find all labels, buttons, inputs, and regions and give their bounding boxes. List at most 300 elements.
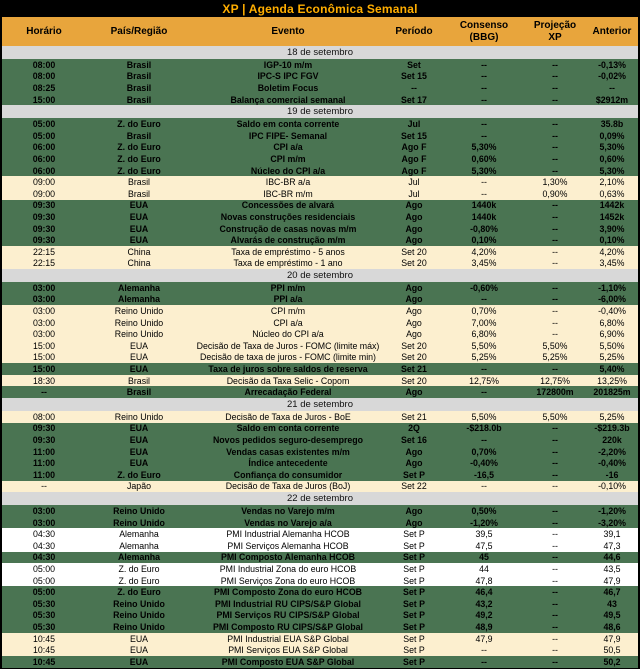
xp-projection-cell: -- [524,575,586,587]
date-label: 20 de setembro [2,269,638,282]
time-cell: 09:30 [2,211,86,223]
time-cell: 11:00 [2,457,86,469]
event-cell: PPI a/a [192,294,384,306]
region-cell: Reino Unido [86,610,192,622]
event-row [2,481,638,493]
period-cell: Set P [384,633,444,645]
event-cell: PMI Serviços Alemanha HCOB [192,540,384,552]
xp-projection-cell: -- [524,258,586,270]
time-cell: 03:00 [2,317,86,329]
consensus-cell: 12,75% [444,375,524,387]
period-cell: Ago [384,457,444,469]
time-cell: 22:15 [2,258,86,270]
prior-cell: 4,20% [586,246,638,258]
region-cell: Z. do Euro [86,586,192,598]
prior-cell: -0,10% [586,481,638,493]
consensus-cell: -- [444,386,524,398]
event-row [2,528,638,540]
xp-projection-cell: -- [524,656,586,668]
prior-cell: -0,40% [586,305,638,317]
consensus-cell: 0,60% [444,153,524,165]
report-title: XP | Agenda Econômica Semanal [2,0,638,17]
xp-projection-cell: 5,25% [524,352,586,364]
column-header-row [2,17,638,46]
period-cell: Ago [384,223,444,235]
period-cell: Set P [384,552,444,564]
event-row [2,317,638,329]
xp-projection-cell: 5,50% [524,411,586,423]
agenda-table [2,17,638,668]
event-cell: PMI Industrial Alemanha HCOB [192,528,384,540]
region-cell: Brasil [86,130,192,142]
consensus-cell: -- [444,59,524,71]
time-cell: 18:30 [2,375,86,387]
date-separator-row [2,46,638,59]
consensus-cell: -- [444,130,524,142]
event-row [2,130,638,142]
prior-cell: 1442k [586,200,638,212]
period-cell: Set 21 [384,411,444,423]
event-cell: Balança comercial semanal [192,94,384,106]
event-cell: PMI Industrial Zona do euro HCOB [192,563,384,575]
period-cell: Ago [384,294,444,306]
event-row [2,517,638,529]
event-cell: CPI a/a [192,317,384,329]
time-cell: 04:30 [2,552,86,564]
consensus-cell: -1,20% [444,517,524,529]
event-row [2,153,638,165]
consensus-cell: -- [444,176,524,188]
time-cell: 05:00 [2,118,86,130]
consensus-cell: 5,30% [444,165,524,177]
event-cell: Decisão da Taxa Selic - Copom [192,375,384,387]
period-cell: Set 21 [384,363,444,375]
xp-projection-cell: -- [524,328,586,340]
prior-cell: 1452k [586,211,638,223]
xp-projection-cell: -- [524,234,586,246]
event-row [2,352,638,364]
prior-cell: 0,63% [586,188,638,200]
time-cell: 09:30 [2,200,86,212]
prior-cell: 43 [586,598,638,610]
region-cell: Z. do Euro [86,469,192,481]
region-cell: EUA [86,234,192,246]
period-cell: Ago [384,505,444,517]
period-cell: Ago [384,386,444,398]
date-separator-row [2,492,638,505]
xp-projection-cell: -- [524,294,586,306]
event-row [2,446,638,458]
prior-cell: 35.8b [586,118,638,130]
region-cell: Reino Unido [86,328,192,340]
date-separator-row [2,398,638,411]
consensus-cell: 7,00% [444,317,524,329]
region-cell: Alemanha [86,540,192,552]
xp-projection-cell: -- [524,118,586,130]
time-cell: 05:30 [2,598,86,610]
event-cell: CPI m/m [192,305,384,317]
time-cell: -- [2,481,86,493]
event-cell: Alvarás de construção m/m [192,234,384,246]
region-cell: Brasil [86,71,192,83]
period-cell: Ago [384,517,444,529]
prior-cell: -16 [586,469,638,481]
region-cell: Brasil [86,94,192,106]
prior-cell: 3,90% [586,223,638,235]
event-cell: Saldo em conta corrente [192,118,384,130]
event-row [2,656,638,668]
period-cell: Set P [384,586,444,598]
region-cell: EUA [86,446,192,458]
event-cell: IBC-BR a/a [192,176,384,188]
event-cell: Saldo em conta corrente [192,423,384,435]
event-cell: Vendas no Varejo m/m [192,505,384,517]
event-row [2,598,638,610]
consensus-cell: 1440k [444,211,524,223]
col-horario: Horário [2,17,86,46]
consensus-cell: 3,45% [444,258,524,270]
period-cell: Set P [384,563,444,575]
xp-projection-cell: -- [524,282,586,294]
region-cell: Brasil [86,82,192,94]
consensus-cell: 5,50% [444,340,524,352]
consensus-cell: -- [444,294,524,306]
period-cell: Set 16 [384,434,444,446]
region-cell: EUA [86,211,192,223]
event-row [2,223,638,235]
period-cell: Jul [384,176,444,188]
time-cell: 10:45 [2,633,86,645]
period-cell: Set 20 [384,246,444,258]
prior-cell: 6,80% [586,317,638,329]
time-cell: 03:00 [2,328,86,340]
xp-projection-cell: -- [524,59,586,71]
time-cell: 09:00 [2,188,86,200]
region-cell: EUA [86,223,192,235]
period-cell: Ago [384,211,444,223]
period-cell: Ago [384,446,444,458]
event-row [2,505,638,517]
xp-projection-cell: -- [524,142,586,154]
time-cell: 22:15 [2,246,86,258]
prior-cell: 47,9 [586,633,638,645]
event-cell: IBC-BR m/m [192,188,384,200]
event-row [2,563,638,575]
event-cell: PMI Industrial RU CIPS/S&P Global [192,598,384,610]
consensus-cell: 4,20% [444,246,524,258]
prior-cell: 47,9 [586,575,638,587]
prior-cell: -1,20% [586,505,638,517]
time-cell: 05:00 [2,563,86,575]
consensus-cell: -16,5 [444,469,524,481]
event-cell: Concessões de alvará [192,200,384,212]
event-row [2,142,638,154]
event-row [2,211,638,223]
period-cell: Set 20 [384,375,444,387]
xp-projection-cell: -- [524,552,586,564]
event-cell: Núcleo do CPI a/a [192,328,384,340]
col-evento: Evento [192,17,384,46]
prior-cell: $2912m [586,94,638,106]
prior-cell: -0,13% [586,59,638,71]
prior-cell: 46,7 [586,586,638,598]
time-cell: 08:00 [2,71,86,83]
event-row [2,118,638,130]
time-cell: 05:30 [2,621,86,633]
event-cell: IPC FIPE- Semanal [192,130,384,142]
event-row [2,457,638,469]
time-cell: 08:00 [2,411,86,423]
event-cell: Vendas casas existentes m/m [192,446,384,458]
region-cell: Alemanha [86,528,192,540]
consensus-cell: -- [444,188,524,200]
event-cell: Taxa de juros sobre saldos de reserva [192,363,384,375]
event-row [2,59,638,71]
event-cell: Arrecadação Federal [192,386,384,398]
prior-cell: 2,10% [586,176,638,188]
time-cell: 05:00 [2,575,86,587]
consensus-cell: -- [444,94,524,106]
event-row [2,586,638,598]
period-cell: Ago [384,317,444,329]
period-cell: Set P [384,575,444,587]
time-cell: 03:00 [2,294,86,306]
col-anterior: Anterior [586,17,638,46]
region-cell: Brasil [86,375,192,387]
event-row [2,375,638,387]
prior-cell: 220k [586,434,638,446]
region-cell: Reino Unido [86,517,192,529]
event-cell: Vendas no Varejo a/a [192,517,384,529]
event-cell: Novos pedidos seguro-desemprego [192,434,384,446]
event-row [2,540,638,552]
period-cell: Set [384,59,444,71]
event-cell: Taxa de empréstimo - 1 ano [192,258,384,270]
region-cell: EUA [86,340,192,352]
consensus-cell: 6,80% [444,328,524,340]
time-cell: 05:00 [2,130,86,142]
consensus-cell: -- [444,82,524,94]
consensus-cell: 1440k [444,200,524,212]
prior-cell: -- [586,82,638,94]
region-cell: Reino Unido [86,411,192,423]
time-cell: 15:00 [2,363,86,375]
region-cell: Z. do Euro [86,142,192,154]
region-cell: Reino Unido [86,505,192,517]
event-cell: CPI m/m [192,153,384,165]
event-row [2,82,638,94]
event-cell: Decisão de taxa de juros - FOMC (limite min) [192,352,384,364]
period-cell: Ago F [384,142,444,154]
prior-cell: -0,02% [586,71,638,83]
event-row [2,305,638,317]
period-cell: Set P [384,656,444,668]
xp-projection-cell: -- [524,223,586,235]
prior-cell: 5,30% [586,142,638,154]
prior-cell: 5,50% [586,340,638,352]
region-cell: EUA [86,363,192,375]
region-cell: EUA [86,434,192,446]
time-cell: 15:00 [2,352,86,364]
event-cell: IGP-10 m/m [192,59,384,71]
time-cell: 08:25 [2,82,86,94]
prior-cell: 47,3 [586,540,638,552]
region-cell: Brasil [86,386,192,398]
event-row [2,411,638,423]
time-cell: 09:00 [2,176,86,188]
xp-projection-cell: -- [524,363,586,375]
xp-projection-cell: -- [524,469,586,481]
time-cell: 03:00 [2,282,86,294]
xp-projection-cell: 12,75% [524,375,586,387]
event-cell: Boletim Focus [192,82,384,94]
period-cell: Jul [384,118,444,130]
event-row [2,234,638,246]
col-consenso-bbg: Consenso (BBG) [444,17,524,46]
consensus-cell: 0,10% [444,234,524,246]
period-cell: -- [384,82,444,94]
prior-cell: 13,25% [586,375,638,387]
xp-projection-cell: 172800m [524,386,586,398]
consensus-cell: 5,30% [444,142,524,154]
period-cell: Ago [384,282,444,294]
period-cell: Set 17 [384,94,444,106]
prior-cell: 44,6 [586,552,638,564]
prior-cell: 5,30% [586,165,638,177]
event-cell: Novas construções residenciais [192,211,384,223]
period-cell: 2Q [384,423,444,435]
consensus-cell: 49,2 [444,610,524,622]
xp-projection-cell: -- [524,423,586,435]
time-cell: 05:30 [2,610,86,622]
period-cell: Set P [384,598,444,610]
time-cell: 06:00 [2,153,86,165]
consensus-cell: 0,50% [444,505,524,517]
time-cell: 04:30 [2,540,86,552]
date-separator-row [2,105,638,118]
date-separator-row [2,269,638,282]
region-cell: EUA [86,200,192,212]
xp-projection-cell: -- [524,82,586,94]
date-label: 22 de setembro [2,492,638,505]
region-cell: Reino Unido [86,317,192,329]
event-cell: PMI Serviços Zona do euro HCOB [192,575,384,587]
event-row [2,258,638,270]
prior-cell: 0,60% [586,153,638,165]
event-row [2,328,638,340]
time-cell: 06:00 [2,165,86,177]
time-cell: -- [2,386,86,398]
xp-projection-cell: -- [524,528,586,540]
xp-projection-cell: -- [524,505,586,517]
period-cell: Ago [384,328,444,340]
xp-projection-cell: -- [524,457,586,469]
period-cell: Set 15 [384,71,444,83]
period-cell: Set P [384,528,444,540]
prior-cell: 5,25% [586,352,638,364]
consensus-cell: 45 [444,552,524,564]
col-periodo: Período [384,17,444,46]
consensus-cell: 47,8 [444,575,524,587]
prior-cell: 0,10% [586,234,638,246]
consensus-cell: 48,9 [444,621,524,633]
xp-projection-cell: -- [524,200,586,212]
col-projecao-xp: Projeção XP [524,17,586,46]
region-cell: Alemanha [86,552,192,564]
period-cell: Ago F [384,165,444,177]
consensus-cell: -- [444,656,524,668]
event-row [2,246,638,258]
event-cell: Índice antecedente [192,457,384,469]
region-cell: Brasil [86,176,192,188]
xp-projection-cell: -- [524,305,586,317]
event-cell: PMI Composto EUA S&P Global [192,656,384,668]
prior-cell: 0,09% [586,130,638,142]
event-cell: Decisão de Taxa de Juros - BoE [192,411,384,423]
period-cell: Set P [384,469,444,481]
table-header [2,17,638,46]
region-cell: EUA [86,633,192,645]
prior-cell: -2,20% [586,446,638,458]
time-cell: 11:00 [2,446,86,458]
consensus-cell: -- [444,644,524,656]
region-cell: China [86,258,192,270]
event-row [2,188,638,200]
region-cell: Alemanha [86,282,192,294]
event-row [2,434,638,446]
prior-cell: 49,5 [586,610,638,622]
time-cell: 04:30 [2,528,86,540]
event-row [2,340,638,352]
consensus-cell: -0,60% [444,282,524,294]
time-cell: 03:00 [2,305,86,317]
prior-cell: 39,1 [586,528,638,540]
event-row [2,644,638,656]
time-cell: 11:00 [2,469,86,481]
period-cell: Ago F [384,153,444,165]
region-cell: China [86,246,192,258]
xp-projection-cell: -- [524,540,586,552]
xp-projection-cell: -- [524,434,586,446]
event-cell: PMI Industrial EUA S&P Global [192,633,384,645]
xp-projection-cell: -- [524,517,586,529]
time-cell: 05:00 [2,586,86,598]
xp-projection-cell: -- [524,130,586,142]
event-row [2,610,638,622]
xp-projection-cell: -- [524,563,586,575]
date-label: 18 de setembro [2,46,638,59]
consensus-cell: 47,5 [444,540,524,552]
event-row [2,386,638,398]
xp-projection-cell: -- [524,446,586,458]
prior-cell: 201825m [586,386,638,398]
consensus-cell: -- [444,434,524,446]
region-cell: EUA [86,352,192,364]
xp-projection-cell: -- [524,317,586,329]
consensus-cell: -0,80% [444,223,524,235]
region-cell: Z. do Euro [86,118,192,130]
event-row [2,363,638,375]
prior-cell: 3,45% [586,258,638,270]
consensus-cell: -- [444,481,524,493]
event-cell: CPI a/a [192,142,384,154]
time-cell: 15:00 [2,340,86,352]
period-cell: Ago [384,200,444,212]
region-cell: EUA [86,644,192,656]
col-pais-regiao: País/Região [86,17,192,46]
xp-projection-cell: -- [524,633,586,645]
event-cell: PMI Composto RU CIPS/S&P Global [192,621,384,633]
